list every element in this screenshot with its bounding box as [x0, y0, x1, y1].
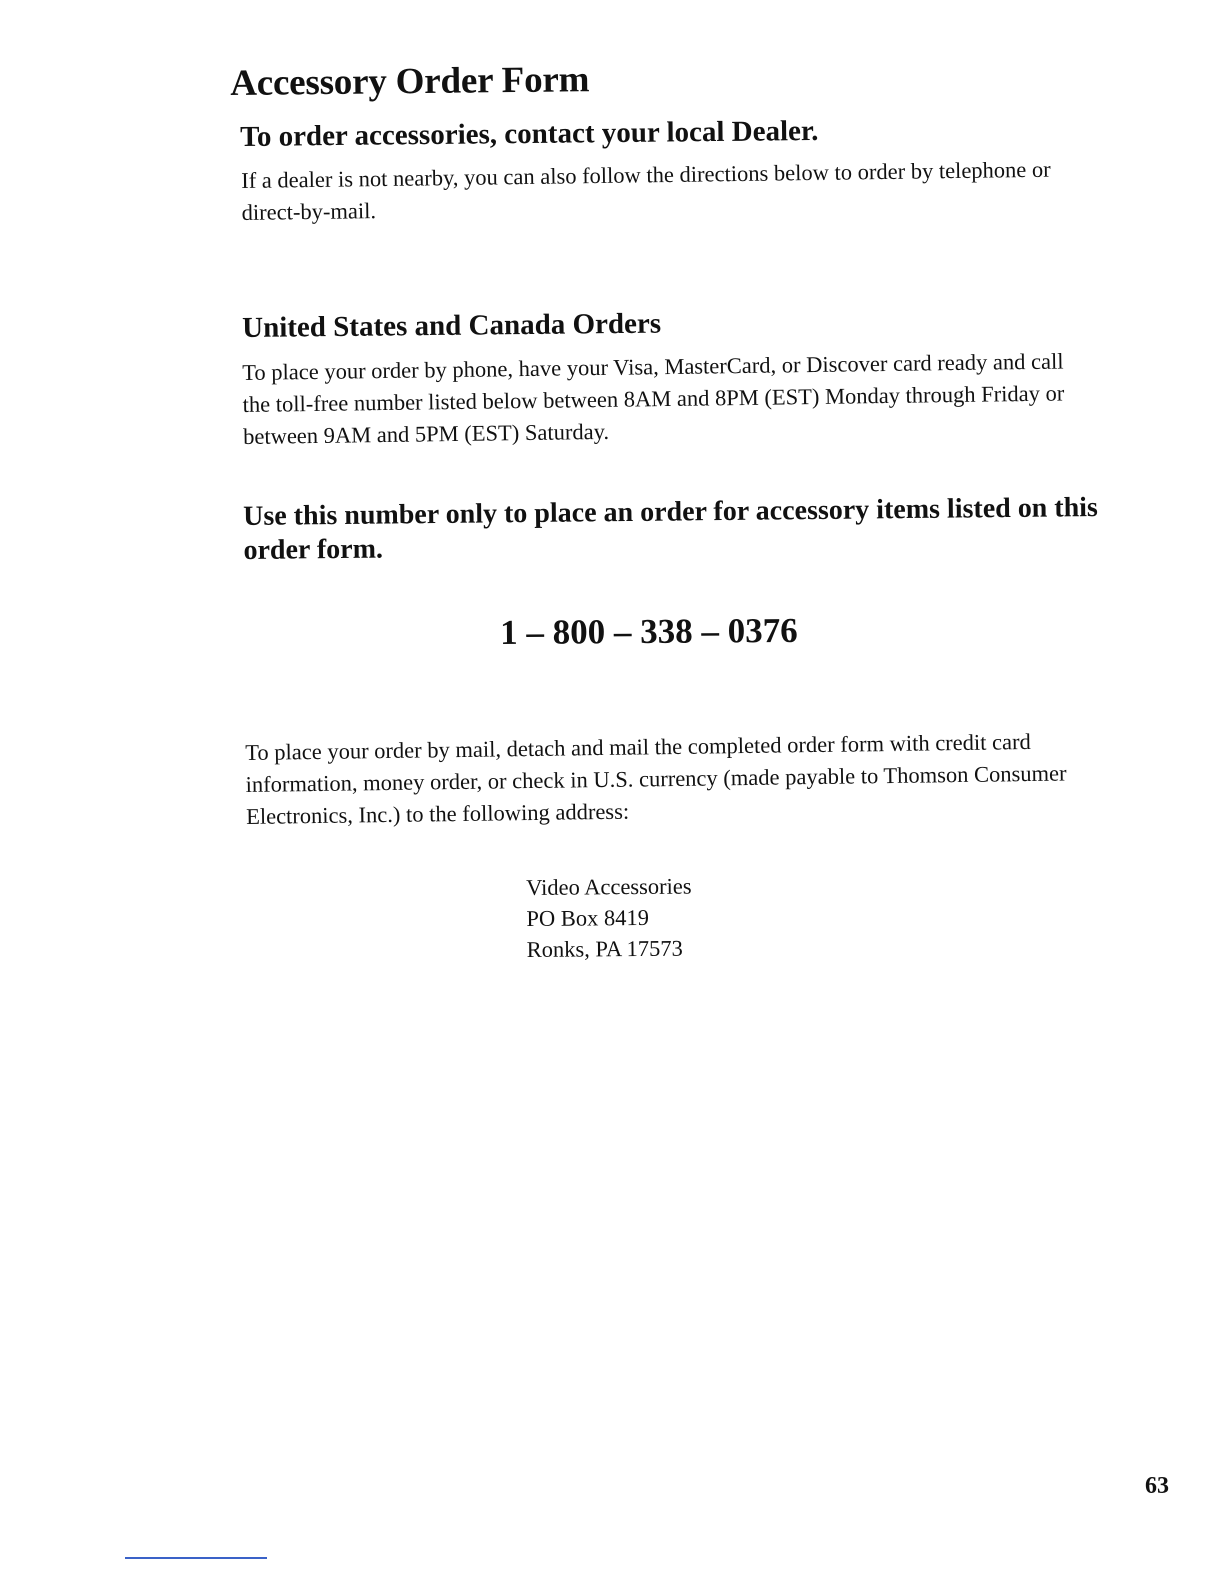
mail-instructions: To place your order by mail, detach and mail the completed order form with credit card information, money order, or check in U.S. currency (made payable to Thomson Consumer Electronics, Inc.) to the following address: [245, 729, 1067, 829]
mailing-address [526, 871, 692, 965]
address-line-1: Video Accessories [526, 873, 692, 900]
address-line-2: PO Box 8419 [526, 904, 650, 931]
intro-heading: To order accessories, contact your local Dealer. [240, 114, 819, 153]
address-line-3: Ronks, PA 17573 [526, 935, 683, 962]
intro-text: If a dealer is not nearby, you can also follow the directions below to order by telephone or direct-by-mail. [241, 156, 1051, 225]
phone-usage-notice: Use this number only to place an order for accessory items listed on this order form. [243, 492, 1099, 566]
toll-free-phone-number: 1 – 800 – 338 – 0376 [500, 610, 798, 652]
section-heading-us-canada: United States and Canada Orders [242, 307, 662, 344]
footer-rule [125, 1557, 267, 1559]
page-title: Accessory Order Form [230, 59, 590, 104]
phone-instructions: To place your order by phone, have your Visa, MasterCard, or Discover card ready and call the toll-free number listed below between 8AM and 8PM (EST) Monday through Friday or between 9AM and 5PM (EST) Saturday. [242, 348, 1065, 449]
page-number: 63 [1145, 1473, 1169, 1499]
